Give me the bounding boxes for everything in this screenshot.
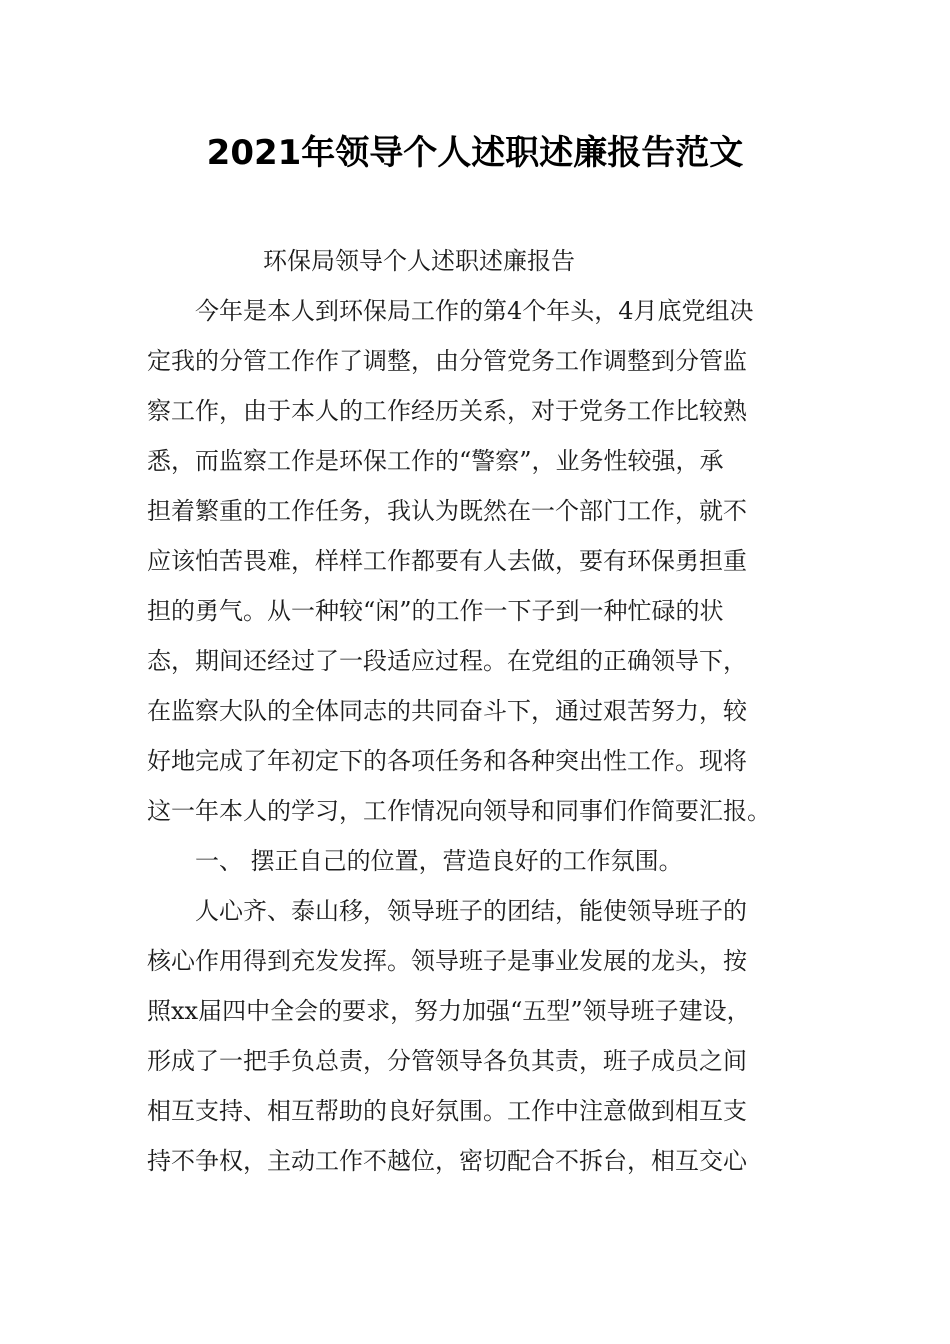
paragraph-line: 悉，而监察工作是环保工作的“警察”，业务性较强，承 — [147, 447, 724, 475]
paragraph-line: 察工作，由于本人的工作经历关系，对于党务工作比较熟 — [147, 397, 747, 425]
paragraph-line: 今年是本人到环保局工作的第4个年头，4月底党组决 — [195, 297, 754, 325]
paragraph-line: 在监察大队的全体同志的共同奋斗下，通过艰苦努力，较 — [147, 697, 747, 725]
document-title: 2021年领导个人述职述廉报告范文 — [206, 133, 744, 173]
paragraph-line: 好地完成了年初定下的各项任务和各种突出性工作。现将 — [147, 747, 747, 775]
paragraph-line: 态，期间还经过了一段适应过程。在党组的正确领导下， — [147, 647, 747, 675]
paragraph-line: 核心作用得到充发发挥。领导班子是事业发展的龙头，按 — [147, 947, 747, 975]
paragraph-line: 人心齐、泰山移，领导班子的团结，能使领导班子的 — [195, 897, 747, 925]
paragraph-line: 这一年本人的学习，工作情况向领导和同事们作简要汇报。 — [147, 797, 771, 825]
paragraph-line: 担的勇气。从一种较“闲”的工作一下子到一种忙碌的状 — [147, 597, 724, 625]
paragraph-line: 持不争权，主动工作不越位，密切配合不拆台，相互交心 — [147, 1147, 747, 1175]
paragraph-line: 照xx届四中全会的要求，努力加强“五型”领导班子建设， — [147, 997, 751, 1025]
paragraph-line: 担着繁重的工作任务，我认为既然在一个部门工作，就不 — [147, 497, 747, 525]
document-body — [147, 236, 807, 1186]
paragraph-line: 相互支持、相互帮助的良好氛围。工作中注意做到相互支 — [147, 1097, 747, 1125]
paragraph-line: 形成了一把手负总责，分管领导各负其责，班子成员之间 — [147, 1047, 747, 1075]
paragraph-line: 定我的分管工作作了调整，由分管党务工作调整到分管监 — [147, 347, 747, 375]
paragraph-line: 应该怕苦畏难，样样工作都要有人去做，要有环保勇担重 — [147, 547, 747, 575]
section-heading: 一、 摆正自己的位置，营造良好的工作氛围。 — [195, 847, 683, 875]
document-subtitle: 环保局领导个人述职述廉报告 — [263, 247, 575, 275]
